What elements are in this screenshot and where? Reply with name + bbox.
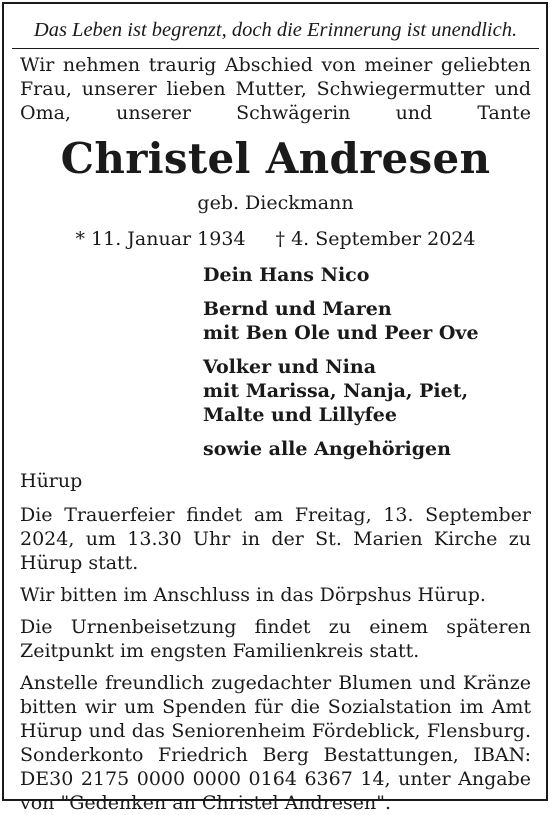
divider (12, 48, 539, 49)
info-paragraph: Wir bitten im Anschluss in das Dörpshus Hürup. (20, 584, 486, 606)
birth-name: geb. Dieckmann (197, 192, 354, 214)
mourner-line: Malte und Lillyfee (203, 404, 397, 426)
mourner-line: Dein Hans Nico (203, 264, 370, 286)
place-name: Hürup (20, 470, 83, 492)
mourner-group (203, 437, 531, 461)
deceased-name: Christel Andresen (60, 134, 491, 183)
info-paragraph: Anstelle freundlich zugedachter Blumen und Kränze bitten wir um Spenden für die Sozialstation im Amt Hürup und das Seniorenheim Fördeblick, Flensburg. Sonderkonto Friedrich Berg Bestattungen, IBAN: DE30 2175 0000 0000 0164 6367 14, unter Angabe von "Gedenken an Christel Andresen". (20, 672, 531, 814)
mourner-group (203, 263, 531, 287)
motto: Das Leben ist begrenzt, doch die Erinnerung ist unendlich. (33, 19, 518, 41)
mourner-line: Bernd und Maren (203, 298, 392, 320)
intro-text: Wir nehmen traurig Abschied von meiner geliebten Frau, unserer lieben Mutter, Schwiegermutter und Oma, unserer Schwägerin und Tante (20, 54, 531, 124)
mourner-line: mit Marissa, Nanja, Piet, (203, 380, 469, 402)
service-information (20, 503, 531, 815)
birth-date: * 11. Januar 1934 (75, 228, 246, 250)
mourners-list (203, 263, 531, 461)
mourner-line: mit Ben Ole und Peer Ove (203, 322, 479, 344)
mourner-line: Volker und Nina (203, 356, 377, 378)
obituary-notice (2, 2, 548, 814)
mourner-group (203, 355, 531, 427)
info-paragraph: Die Trauerfeier findet am Freitag, 13. September 2024, um 13.30 Uhr in der St. Marien Kirche zu Hürup statt. (20, 504, 531, 574)
death-date: † 4. September 2024 (275, 228, 476, 250)
life-dates (20, 225, 531, 253)
mourner-line: sowie alle Angehörigen (203, 438, 451, 460)
info-paragraph: Die Urnenbeisetzung findet zu einem späteren Zeitpunkt im engsten Familienkreis statt. (20, 616, 531, 662)
mourner-group (203, 297, 531, 345)
